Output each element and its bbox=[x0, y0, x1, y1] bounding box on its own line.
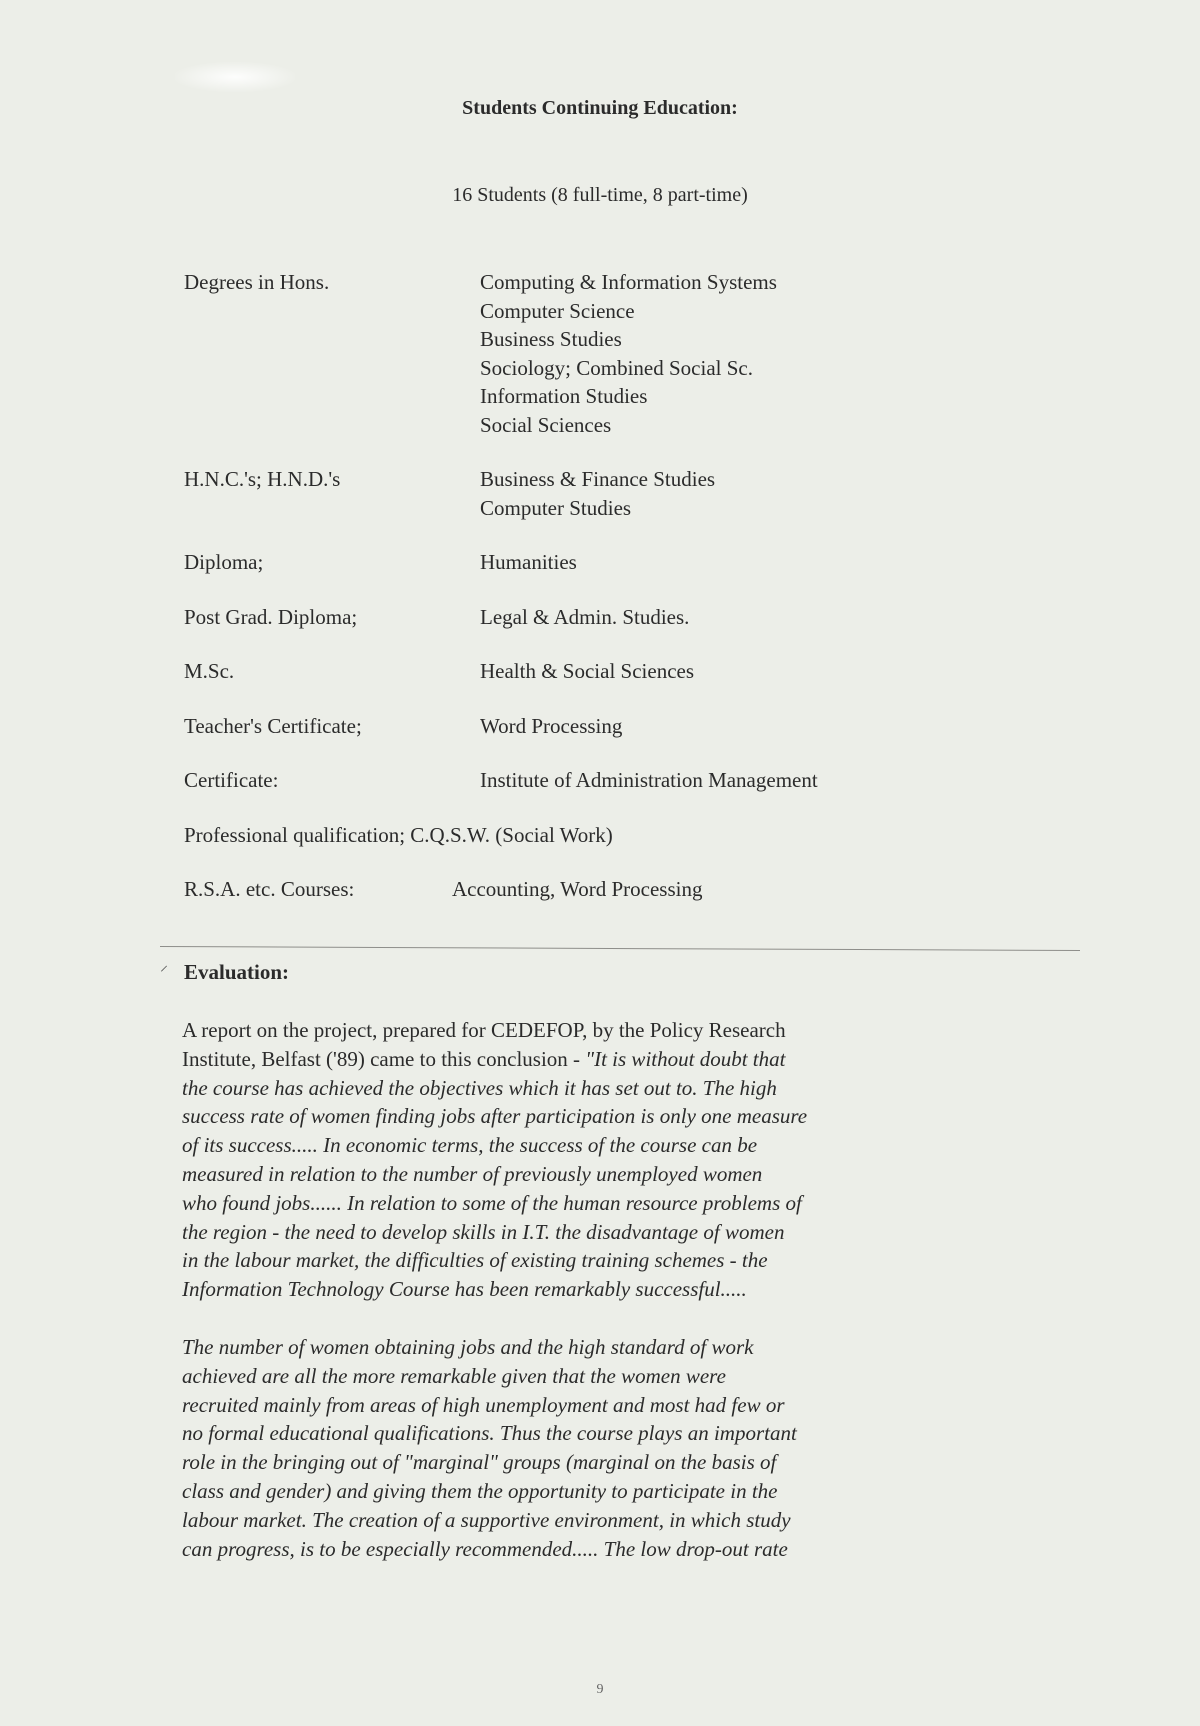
qualification-row bbox=[184, 268, 1084, 439]
report-text: Institute, Belfast ('89) came to this conclusion - bbox=[182, 1046, 586, 1071]
report-line bbox=[182, 1218, 1042, 1247]
qualification-label: Diploma; bbox=[184, 550, 264, 574]
report-line bbox=[182, 1045, 1042, 1074]
report-quote: "It is without doubt that bbox=[585, 1046, 786, 1071]
page-number: 9 bbox=[596, 1682, 604, 1697]
student-count: 16 Students (8 full-time, 8 part-time) bbox=[452, 184, 748, 206]
evaluation-heading: Evaluation: bbox=[184, 960, 290, 984]
qualification-value: Social Sciences bbox=[480, 412, 612, 437]
report-quote: measured in relation to the number of previously unemployed women bbox=[182, 1161, 763, 1186]
qualification-value: Information Studies bbox=[480, 384, 648, 408]
report-line bbox=[182, 1246, 1042, 1275]
qualification-value: Word Processing bbox=[480, 713, 623, 738]
report-line: labour market. The creation of a supportive environment, in which study bbox=[182, 1507, 791, 1532]
qualification-label: M.Sc. bbox=[184, 659, 235, 683]
report-quote: who found jobs...... In relation to some of the human resource problems of bbox=[182, 1190, 802, 1215]
report-line: recruited mainly from areas of high unemployment and most had few or bbox=[182, 1392, 785, 1417]
qualification-values bbox=[480, 548, 1084, 577]
qualification-row bbox=[184, 603, 1084, 632]
report-line bbox=[182, 1189, 1042, 1218]
qualification-row bbox=[184, 712, 1084, 741]
report-quote: in the labour market, the difficulties of existing training schemes - the bbox=[182, 1248, 768, 1273]
report-line bbox=[182, 1275, 1042, 1304]
qualification-label: Degrees in Hons. bbox=[184, 270, 330, 294]
report-line: The number of women obtaining jobs and the high standard of work bbox=[182, 1334, 754, 1359]
qualification-value: Sociology; Combined Social Sc. bbox=[480, 355, 753, 380]
evaluation-report bbox=[182, 1016, 1042, 1563]
qualification-value: Institute of Administration Management bbox=[480, 768, 818, 792]
qualification-label: Post Grad. Diploma; bbox=[184, 604, 358, 629]
professional-qualification-row bbox=[184, 821, 1084, 850]
qualification-value: Business Studies bbox=[480, 327, 622, 351]
report-line: achieved are all the more remarkable given that the women were bbox=[182, 1363, 726, 1388]
qualification-value: Health & Social Sciences bbox=[480, 659, 695, 683]
paper-stain bbox=[175, 62, 295, 92]
report-quote: the region - the need to develop skills in I.T. the disadvantage of women bbox=[182, 1219, 785, 1244]
qualification-value: Computing & Information Systems bbox=[480, 270, 777, 294]
qualification-row bbox=[184, 548, 1084, 577]
rsa-courses-row bbox=[184, 875, 1084, 904]
report-quote: the course has achieved the objectives which it has set out to. The high bbox=[182, 1075, 777, 1100]
report-line: can progress, is to be especially recommended..... The low drop-out rate bbox=[182, 1536, 788, 1561]
qualification-values bbox=[480, 766, 1084, 795]
qualification-value: Computer Science bbox=[480, 298, 635, 323]
section-divider bbox=[160, 946, 1080, 951]
qualification-value: Legal & Admin. Studies. bbox=[480, 604, 690, 629]
rsa-label: R.S.A. etc. Courses: bbox=[184, 877, 355, 901]
qualification-values bbox=[480, 712, 1084, 741]
pen-mark: ⸍ bbox=[160, 964, 169, 981]
report-line bbox=[182, 1160, 1042, 1189]
report-quote: of its success..... In economic terms, the success of the course can be bbox=[182, 1133, 758, 1158]
qualification-value: Business & Finance Studies bbox=[480, 467, 716, 491]
qualification-values bbox=[480, 657, 1084, 686]
section-title: Students Continuing Education: bbox=[462, 97, 738, 119]
report-line bbox=[182, 1131, 1042, 1160]
qualification-label: Certificate: bbox=[184, 768, 279, 792]
qualification-value: Humanities bbox=[480, 550, 577, 574]
report-line bbox=[182, 1102, 1042, 1131]
professional-label: Professional qualification; bbox=[184, 822, 406, 847]
qualification-values bbox=[480, 465, 1084, 522]
report-line: role in the bringing out of "marginal" groups (marginal on the basis of bbox=[182, 1450, 777, 1475]
report-line: no formal educational qualifications. Thus the course plays an important bbox=[182, 1421, 797, 1446]
qualification-values bbox=[480, 268, 1084, 439]
report-quote: Information Technology Course has been remarkably successful..... bbox=[182, 1277, 747, 1302]
report-quote: success rate of women finding jobs after participation is only one measure bbox=[182, 1104, 808, 1129]
report-line: A report on the project, prepared for CEDEFOP, by the Policy Research bbox=[182, 1018, 786, 1042]
qualification-values bbox=[480, 603, 1084, 632]
qualification-row bbox=[184, 766, 1084, 795]
professional-value: C.Q.S.W. (Social Work) bbox=[410, 822, 613, 847]
rsa-value: Accounting, Word Processing bbox=[452, 877, 703, 901]
qualification-label: Teacher's Certificate; bbox=[184, 713, 362, 738]
report-paragraph-1 bbox=[182, 1016, 1042, 1304]
report-line bbox=[182, 1074, 1042, 1103]
qualifications-list bbox=[184, 268, 1084, 930]
qualification-row bbox=[184, 465, 1084, 522]
qualification-row bbox=[184, 657, 1084, 686]
report-paragraph-2 bbox=[182, 1333, 1042, 1563]
report-line: class and gender) and giving them the opportunity to participate in the bbox=[182, 1478, 778, 1503]
qualification-label: H.N.C.'s; H.N.D.'s bbox=[184, 467, 341, 491]
qualification-value: Computer Studies bbox=[480, 495, 632, 520]
